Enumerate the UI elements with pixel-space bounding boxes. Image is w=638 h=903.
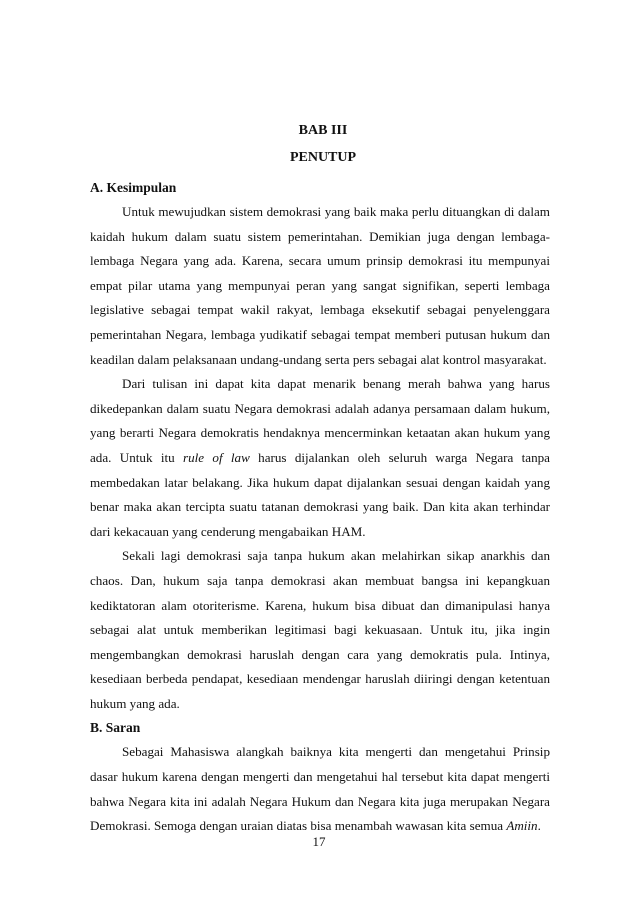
- page-number: 17: [312, 834, 326, 849]
- section-heading-kesimpulan: A. Kesimpulan: [90, 180, 177, 195]
- paragraph-text: harus dijalankan oleh seluruh warga Negara tanpa membedakan latar belakang. Jika hukum dapat dijalankan sesuai dengan kaidah yang benar maka akan tercipta suatu tatanan demokrasi yang baik. Dan kita akan terhindar dari kekacauan yang cenderung mengabaikan HAM.: [90, 449, 550, 539]
- paragraph-text: .: [537, 818, 541, 834]
- section-heading-saran: B. Saran: [90, 720, 141, 736]
- paragraph-saran-1: [90, 740, 550, 838]
- paragraph-kesimpulan-2: [90, 372, 550, 544]
- chapter-body: [90, 176, 550, 839]
- paragraph-text: Dari tulisan ini dapat kita dapat menarik benang merah bahwa yang harus dikedepankan dalam suatu Negara demokrasi adalah adanya persamaan dalam hukum, yang berarti Negara demokratis hendaknya mencerminkan ketaatan akan hukum yang ada. Untuk itu: [90, 376, 550, 465]
- paragraph-kesimpulan-1: Untuk mewujudkan sistem demokrasi yang baik maka perlu dituangkan di dalam kaidah hukum dalam suatu sistem pemerintahan. Demikian juga dengan lembaga-lembaga Negara yang ada. Karena, secara umum prinsip demokrasi itu mempunyai empat pilar utama yang mempunyai peran yang sangat signifikan, seperti lembaga legislative sebagai tempat wakil rakyat, lembaga eksekutif sebagai penyelenggara pemerintahan Negara, lembaga yudikatif sebagai tempat memberi putusan hukum dan keadilan dalam pelaksanaan undang-undang serta pers sebagai alat kontrol masyarakat.: [90, 204, 550, 367]
- chapter-number: BAB III: [298, 123, 348, 138]
- italic-term-rule-of-law: rule of law: [182, 449, 250, 465]
- italic-term-amiin: Amiin: [506, 818, 538, 834]
- chapter-title: PENUTUP: [289, 150, 357, 165]
- paragraph-text: Sebagai Mahasiswa alangkah baiknya kita mengerti dan mengetahui Prinsip dasar hukum karena dengan mengerti dan mengetahui hal tersebut kita dapat mengerti bahwa Negara kita ini adalah Negara Hukum dan Negara kita juga merupakan Negara Demokrasi. Semoga dengan uraian diatas bisa menambah wawasan kita semua: [90, 744, 550, 834]
- paragraph-kesimpulan-3: Sekali lagi demokrasi saja tanpa hukum akan melahirkan sikap anarkhis dan chaos. Dan, hukum saja tanpa demokrasi akan membuat bangsa ini kepangkuan kediktatoran alam otoriterisme. Karena, hukum bisa dibuat dan dimanipulasi hanya sebagai alat untuk memberikan legitimasi bagi kekuasaan. Untuk itu, jika ingin mengembangkan demokrasi haruslah dengan cara yang demokratis pula. Intinya, kesediaan berbeda pendapat, kesediaan mendengar haruslah diiringi dengan ketentuan hukum yang ada.: [90, 548, 550, 711]
